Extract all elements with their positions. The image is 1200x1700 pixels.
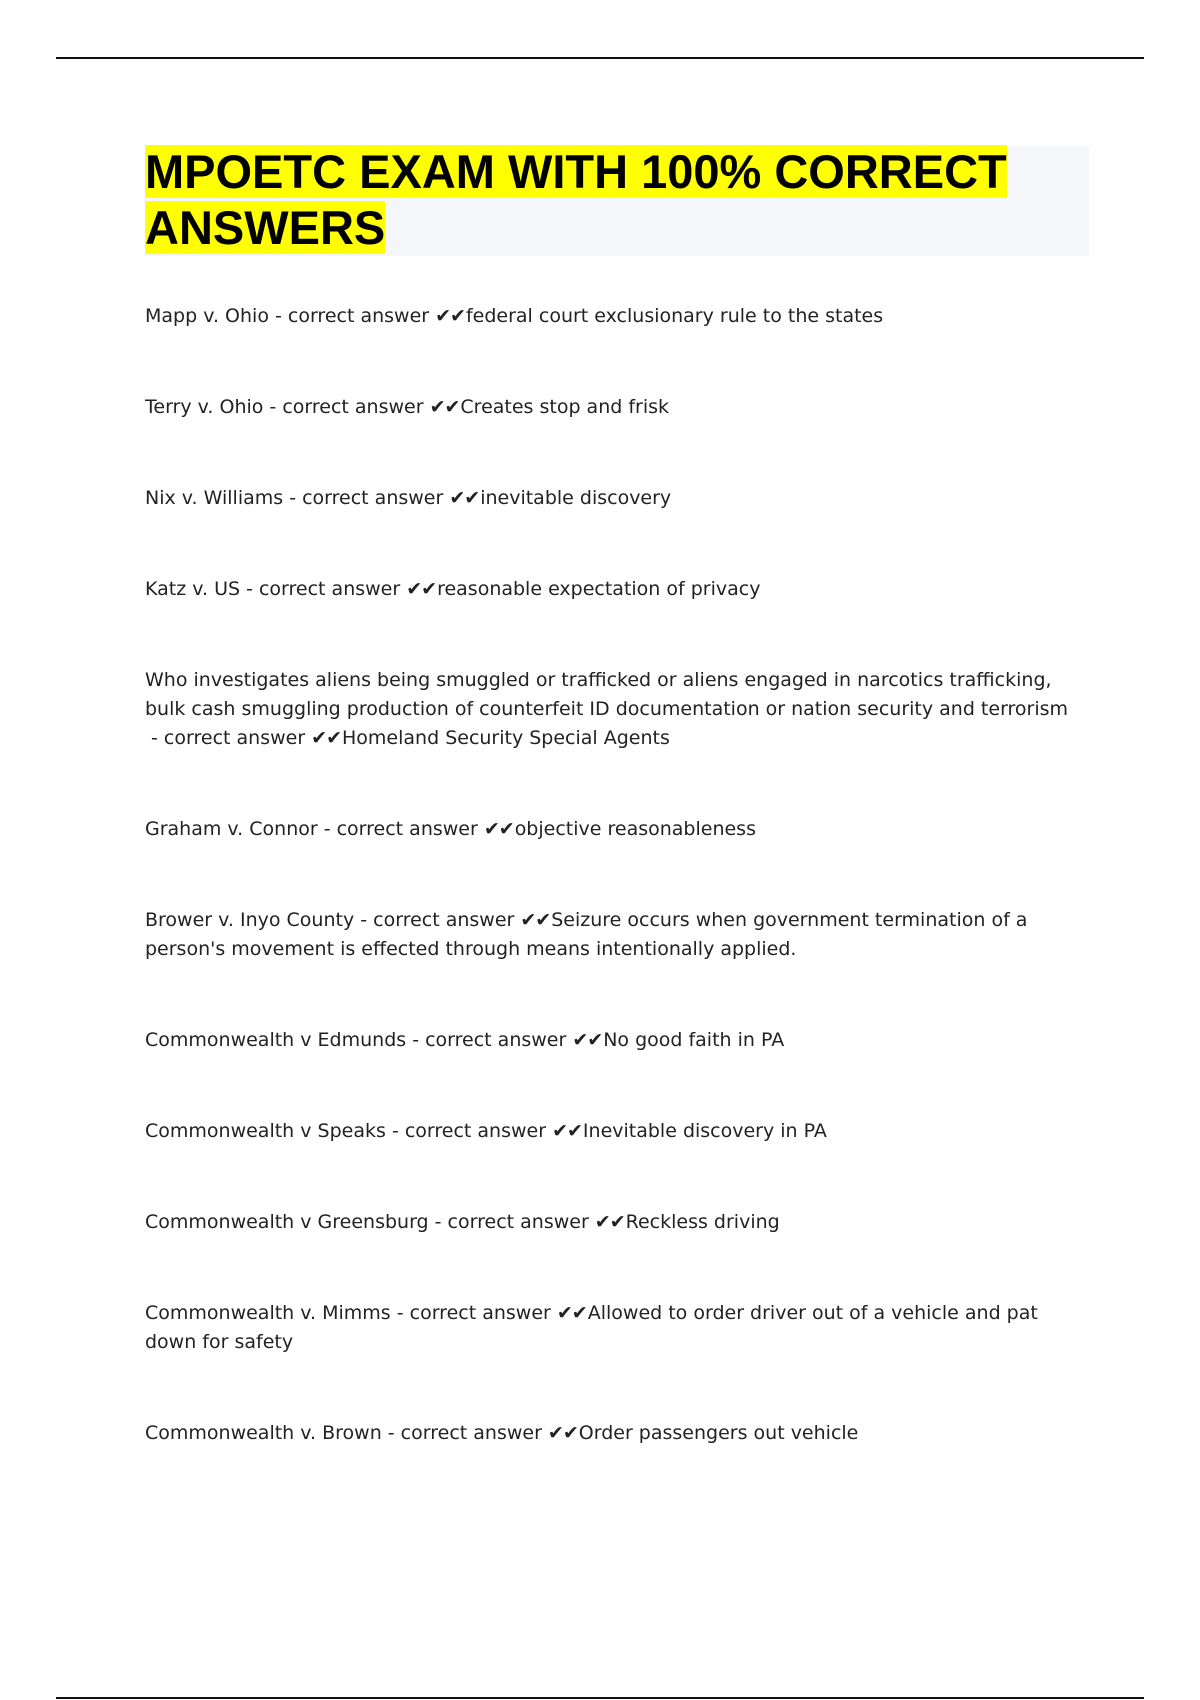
qa-question: Who investigates aliens being smuggled or trafficked or aliens engaged in narcotics trafficking, bulk cash smuggling production of counterfeit ID documentation or nation security and terrorism <box>145 669 1069 720</box>
qa-answer: reasonable expectation of privacy <box>437 578 761 600</box>
qa-item <box>145 666 1095 753</box>
qa-answer: Homeland Security Special Agents <box>342 727 670 749</box>
qa-question: Katz v. US <box>145 578 241 600</box>
double-check-icon: ✔✔ <box>572 1029 603 1051</box>
double-check-icon: ✔✔ <box>449 487 480 509</box>
qa-question: Nix v. Williams <box>145 487 284 509</box>
title-highlight: MPOETC EXAM WITH 100% CORRECT ANSWERS <box>145 145 1007 254</box>
double-check-icon: ✔✔ <box>311 727 342 749</box>
qa-separator: - correct answer <box>283 487 450 509</box>
qa-question: Commonwealth v. Brown <box>145 1422 382 1444</box>
qa-item <box>145 1299 1095 1357</box>
qa-question: Commonwealth v Speaks <box>145 1120 386 1142</box>
qa-separator: - correct answer <box>428 1211 595 1233</box>
qa-answer: federal court exclusionary rule to the states <box>465 305 884 327</box>
qa-item <box>145 1117 1095 1146</box>
double-check-icon: ✔✔ <box>406 578 437 600</box>
double-check-icon: ✔✔ <box>435 305 465 327</box>
qa-item <box>145 1419 1095 1448</box>
qa-question: Mapp v. Ohio <box>145 305 269 327</box>
qa-separator: - correct answer <box>390 1302 557 1324</box>
qa-question: Brower v. Inyo County <box>145 909 355 931</box>
double-check-icon: ✔✔ <box>547 1422 578 1444</box>
double-check-icon: ✔✔ <box>556 1302 587 1324</box>
qa-separator: - correct answer <box>145 727 312 749</box>
double-check-icon: ✔✔ <box>429 396 460 418</box>
qa-separator: - correct answer <box>406 1029 573 1051</box>
qa-answer: Allowed to order driver out of a vehicle and pat down for safety <box>145 1302 1038 1353</box>
double-check-icon: ✔✔ <box>520 909 551 931</box>
qa-item <box>145 815 1095 844</box>
qa-question: Commonwealth v Edmunds <box>145 1029 407 1051</box>
qa-separator: - correct answer <box>381 1422 548 1444</box>
qa-answer: Order passengers out vehicle <box>578 1422 859 1444</box>
qa-item <box>145 1208 1095 1237</box>
qa-separator: - correct answer <box>354 909 521 931</box>
document-title <box>145 144 1089 256</box>
qa-answer: No good faith in PA <box>603 1029 785 1051</box>
qa-item <box>145 302 1095 331</box>
double-check-icon: ✔✔ <box>594 1211 625 1233</box>
double-check-icon: ✔✔ <box>552 1120 582 1142</box>
qa-answer: Inevitable discovery in PA <box>582 1120 827 1142</box>
qa-question: Commonwealth v. Mimms <box>145 1302 391 1324</box>
top-rule <box>56 57 1144 59</box>
qa-item <box>145 1026 1095 1055</box>
bottom-rule <box>56 1697 1144 1699</box>
qa-separator: - correct answer <box>268 305 436 327</box>
qa-separator: - correct answer <box>317 818 484 840</box>
qa-item <box>145 393 1095 422</box>
qa-list <box>145 302 1095 1510</box>
qa-answer: Seizure occurs when government termination of a person's movement is effected through means intentionally applied. <box>145 909 1028 960</box>
double-check-icon: ✔✔ <box>483 818 514 840</box>
qa-item <box>145 484 1095 513</box>
qa-item <box>145 906 1095 964</box>
qa-answer: Reckless driving <box>625 1211 780 1233</box>
qa-question: Commonwealth v Greensburg <box>145 1211 429 1233</box>
qa-item <box>145 575 1095 604</box>
qa-separator: - correct answer <box>385 1120 553 1142</box>
qa-separator: - correct answer <box>240 578 407 600</box>
qa-answer: Creates stop and frisk <box>460 396 670 418</box>
qa-answer: inevitable discovery <box>480 487 672 509</box>
qa-separator: - correct answer <box>263 396 430 418</box>
qa-answer: objective reasonableness <box>514 818 756 840</box>
qa-question: Graham v. Connor <box>145 818 318 840</box>
qa-question: Terry v. Ohio <box>145 396 264 418</box>
